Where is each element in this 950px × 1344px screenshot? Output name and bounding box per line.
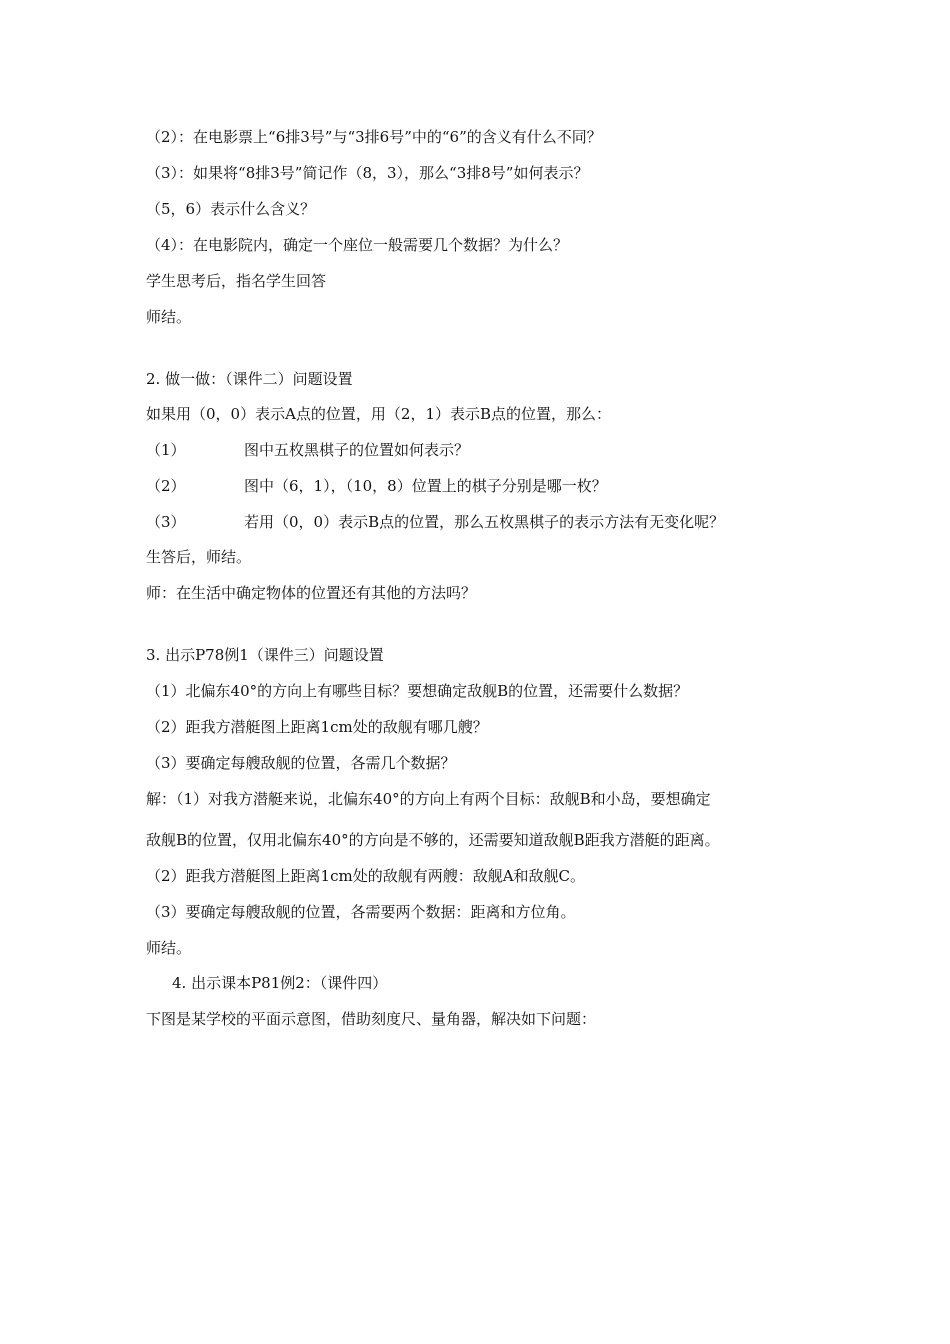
list-item-text: 若用（0，0）表示B点的位置，那么五枚黑棋子的表示方法有无变化呢？ bbox=[244, 513, 725, 531]
list-item-number: （2） bbox=[146, 477, 186, 495]
example-question-1: （1）北偏东40°的方向上有哪些目标？要想确定敌舰B的位置，还需要什么数据？ bbox=[146, 682, 689, 700]
list-item bbox=[146, 511, 724, 533]
question-4-line: （4）：在电影院内，确定一个座位一般需要几个数据？为什么？ bbox=[146, 236, 569, 254]
section-2-intro: 如果用（0，0）表示A点的位置，用（2，1）表示B点的位置，那么： bbox=[146, 405, 612, 423]
section-4-heading: 4. 出示课本P81例2：（课件四） bbox=[172, 974, 388, 992]
question-5-6-line: （5，6）表示什么含义？ bbox=[146, 200, 316, 218]
section-3-heading: 3. 出示P78例1（课件三）问题设置 bbox=[146, 646, 384, 664]
section-2-heading: 2. 做一做：（课件二）问题设置 bbox=[146, 370, 353, 388]
question-3-line: （3）：如果将“8排3号”简记作（8，3），那么“3排8号”如何表示？ bbox=[146, 164, 589, 182]
list-item-text: 图中五枚黑棋子的位置如何表示？ bbox=[244, 441, 470, 459]
section-4-intro: 下图是某学校的平面示意图，借助刻度尺、量角器，解决如下问题： bbox=[146, 1010, 597, 1028]
student-answer-summary: 生答后，师结。 bbox=[146, 548, 252, 566]
list-item bbox=[146, 439, 469, 461]
teacher-summary-2: 师结。 bbox=[146, 939, 192, 957]
question-2-line: （2）：在电影票上“6排3号”与“3排6号”中的“6”的含义有什么不同？ bbox=[146, 128, 602, 146]
list-item-number: （1） bbox=[146, 441, 186, 459]
example-question-3: （3）要确定每艘敌舰的位置，各需几个数据？ bbox=[146, 754, 456, 772]
list-item-number: （3） bbox=[146, 513, 186, 531]
list-item-text: 图中（6，1），（10，8）位置上的棋子分别是哪一枚？ bbox=[244, 477, 607, 495]
example-question-2: （2）距我方潜艇图上距离1cm处的敌舰有哪几艘？ bbox=[146, 718, 488, 736]
teacher-summary-line: 师结。 bbox=[146, 308, 192, 326]
solution-line-2: 敌舰B的位置，仅用北偏东40°的方向是不够的，还需要知道敌舰B距我方潜艇的距离。 bbox=[146, 831, 720, 849]
solution-line-1: 解：（1）对我方潜艇来说，北偏东40°的方向上有两个目标：敌舰B和小岛，要想确定 bbox=[146, 790, 711, 808]
list-item bbox=[146, 475, 607, 497]
teacher-question: 师：在生活中确定物体的位置还有其他的方法吗？ bbox=[146, 584, 477, 602]
solution-line-4: （3）要确定每艘敌舰的位置，各需要两个数据：距离和方位角。 bbox=[146, 903, 576, 921]
solution-line-3: （2）距我方潜艇图上距离1cm处的敌舰有两艘：敌舰A和敌舰C。 bbox=[146, 867, 586, 885]
student-answer-line: 学生思考后，指名学生回答 bbox=[146, 272, 327, 290]
